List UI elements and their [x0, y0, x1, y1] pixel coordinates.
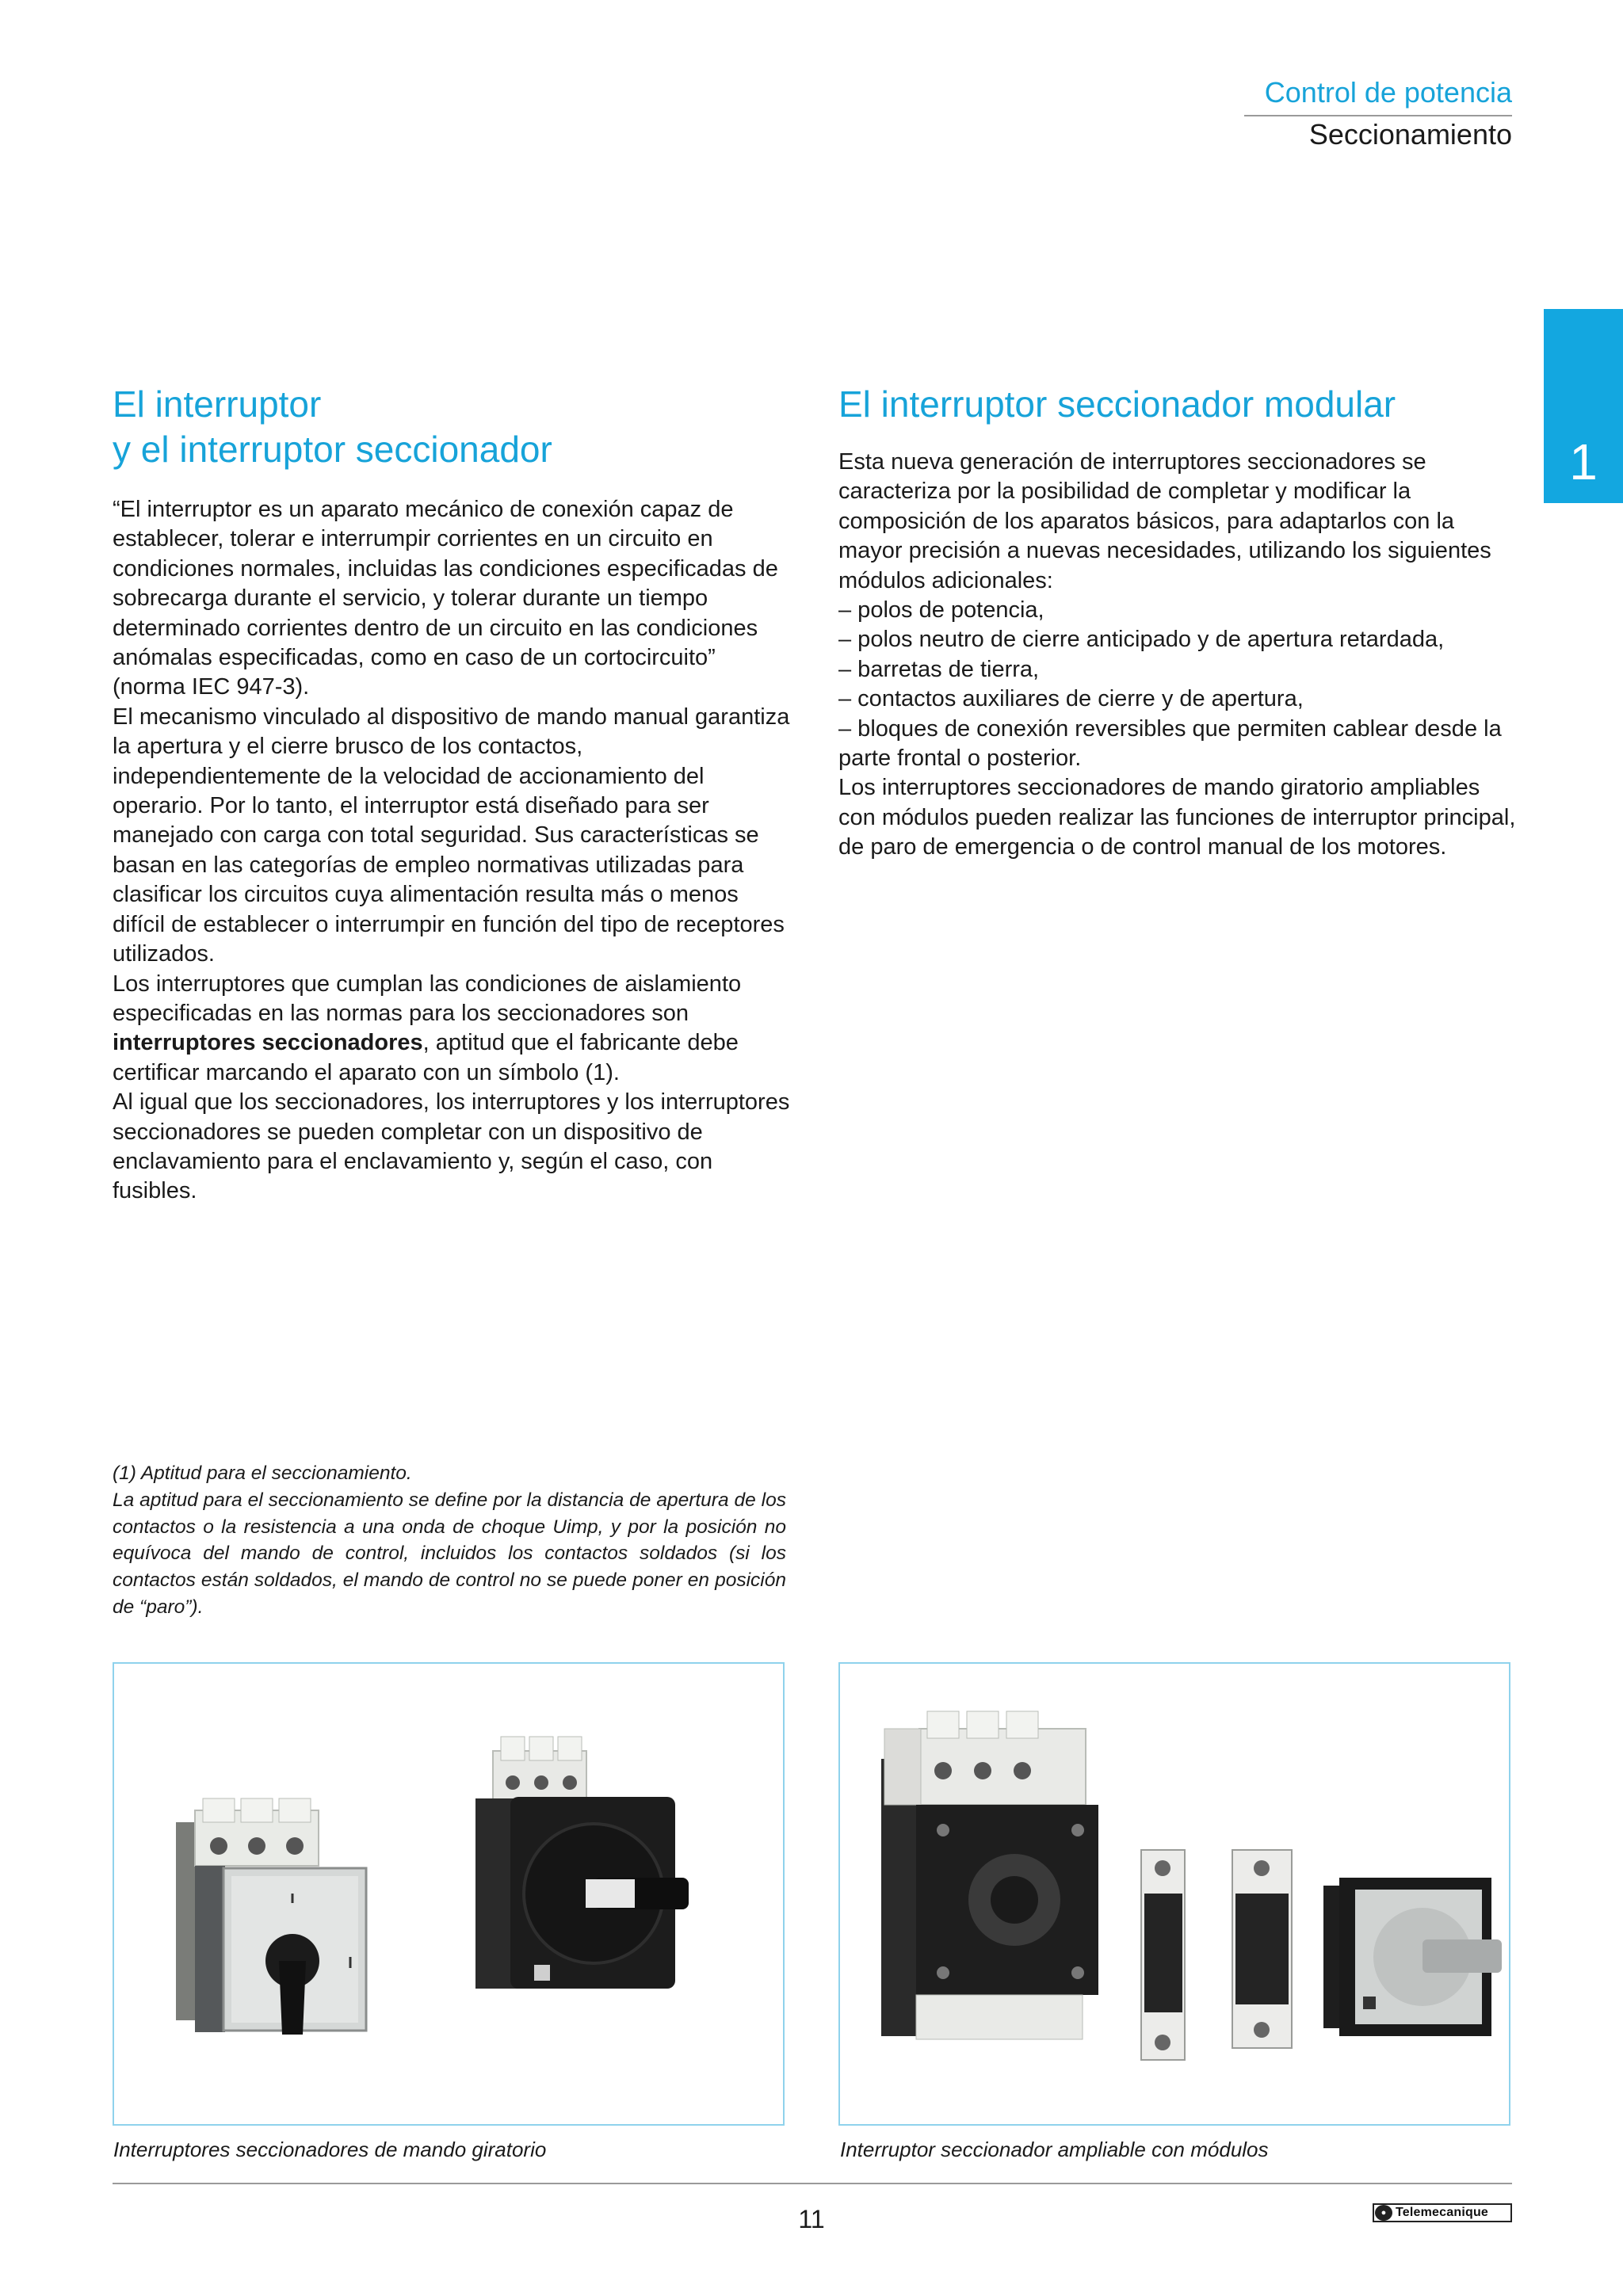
rotary-handle-module: [1323, 1878, 1502, 2036]
isolation-text-after: , aptitud que el fabricante debe certificar marcando el aparato con un símbolo (1).: [113, 1030, 739, 1085]
left-paragraph-definition: “El interruptor es un aparato mecánico de conexión capaz de establecer, tolerar e interrumpir corrientes en un circuito en condiciones normales, incluidas las condiciones especificadas de sobrecarga durante el servicio, y tolerar durante un tiempo determinado corrientes dentro de un circuito en las condiciones anómalas especificadas, como en caso de un cortocircuito” (norma IEC 947-3).: [113, 497, 778, 700]
right-intro: Esta nueva generación de interruptores seccionadores se caracteriza por la posibilidad de completar y modificar la composición de los aparatos básicos, para adaptarlos con la mayor precisión a nuevas necesidades, utilizando los siguientes módulos adicionales:: [838, 449, 1491, 593]
left-paragraph-locking: Al igual que los seccionadores, los interruptores y los interruptores seccionadores se pueden completar con un dispositivo de enclavamiento para el enclavamiento y, según el caso, con fusibles.: [113, 1089, 790, 1204]
footer-divider: [113, 2183, 1512, 2184]
list-item: – barretas de tierra,: [838, 656, 1040, 682]
right-body-text: [838, 448, 1522, 863]
brand-logo: [1373, 2203, 1512, 2222]
left-heading-line2: y el interruptor seccionador: [113, 429, 552, 470]
chapter-number: 1: [1569, 433, 1598, 490]
footnote-title: (1) Aptitud para el seccionamiento.: [113, 1463, 412, 1484]
auxiliary-contact-module: [1141, 1850, 1185, 2060]
modular-switch-illustration: [840, 1664, 1509, 2124]
isolation-text-before: Los interruptores que cumplan las condiciones de aislamiento especificadas en las normas para los seccionadores son: [113, 971, 742, 1026]
left-body-text: [113, 495, 794, 1207]
base-switch-with-poles: [881, 1711, 1098, 2039]
brand-mark-icon: ●: [1375, 2205, 1392, 2221]
header-divider: [1244, 115, 1512, 116]
photo-modular-switch-disconnector: [838, 1662, 1510, 2126]
list-item: – contactos auxiliares de cierre y de apertura,: [838, 686, 1304, 712]
auxiliary-contact-module: [1232, 1850, 1292, 2048]
brand-name: Telemecanique: [1396, 2206, 1489, 2219]
switch-device-small: [176, 1798, 366, 2035]
rotary-switch-illustration: [114, 1664, 783, 2124]
page-number: 11: [798, 2205, 825, 2233]
footnote-text: La aptitud para el seccionamiento se define por la distancia de apertura de los contactos o la resistencia a una onda de choque Uimp, y por la posición no equívoca del mando de control, incluidos los contactos soldados (si los contactos están soldados, el mando de control no se puede poner en posición de “paro”).: [113, 1489, 786, 1618]
switch-device-large: [475, 1737, 689, 1989]
left-photo-caption: Interruptores seccionadores de mando giratorio: [113, 2138, 547, 2161]
list-item: – bloques de conexión reversibles que permiten cablear desde la parte frontal o posterior.: [838, 715, 1502, 772]
list-item: – polos de potencia,: [838, 597, 1044, 624]
left-heading-line1: El interruptor: [113, 383, 322, 425]
right-heading: El interruptor seccionador modular: [838, 383, 1396, 425]
header-section-title: Control de potencia: [1264, 76, 1512, 109]
right-photo-caption: Interruptor seccionador ampliable con módulos: [840, 2138, 1269, 2161]
list-item: – polos neutro de cierre anticipado y de apertura retardada,: [838, 627, 1445, 653]
right-closing: Los interruptores seccionadores de mando giratorio ampliables con módulos pueden realizar las funciones de interruptor principal, de paro de emergencia o de control manual de los motores.: [838, 775, 1516, 860]
left-heading: [113, 382, 794, 472]
isolation-bold-term: interruptores seccionadores: [113, 1030, 423, 1056]
chapter-tab: [1544, 309, 1623, 503]
left-paragraph-isolation: [113, 970, 794, 1089]
photo-rotary-switch-disconnectors: [113, 1662, 785, 2126]
left-paragraph-mechanism: El mecanismo vinculado al dispositivo de mando manual garantiza la apertura y el cierre brusco de los contactos, independientemente de la velocidad de accionamiento del operario. Por lo tanto, el interruptor está diseñado para ser manejado con carga con total seguridad. Sus características se basan en las categorías de empleo normativas utilizadas para clasificar los circuitos cuya alimentación resulta más o menos difícil de establecer o interrumpir en función del tipo de receptores utilizados.: [113, 704, 790, 967]
footnote: [113, 1460, 786, 1621]
header-subsection-title: Seccionamiento: [1308, 118, 1512, 151]
